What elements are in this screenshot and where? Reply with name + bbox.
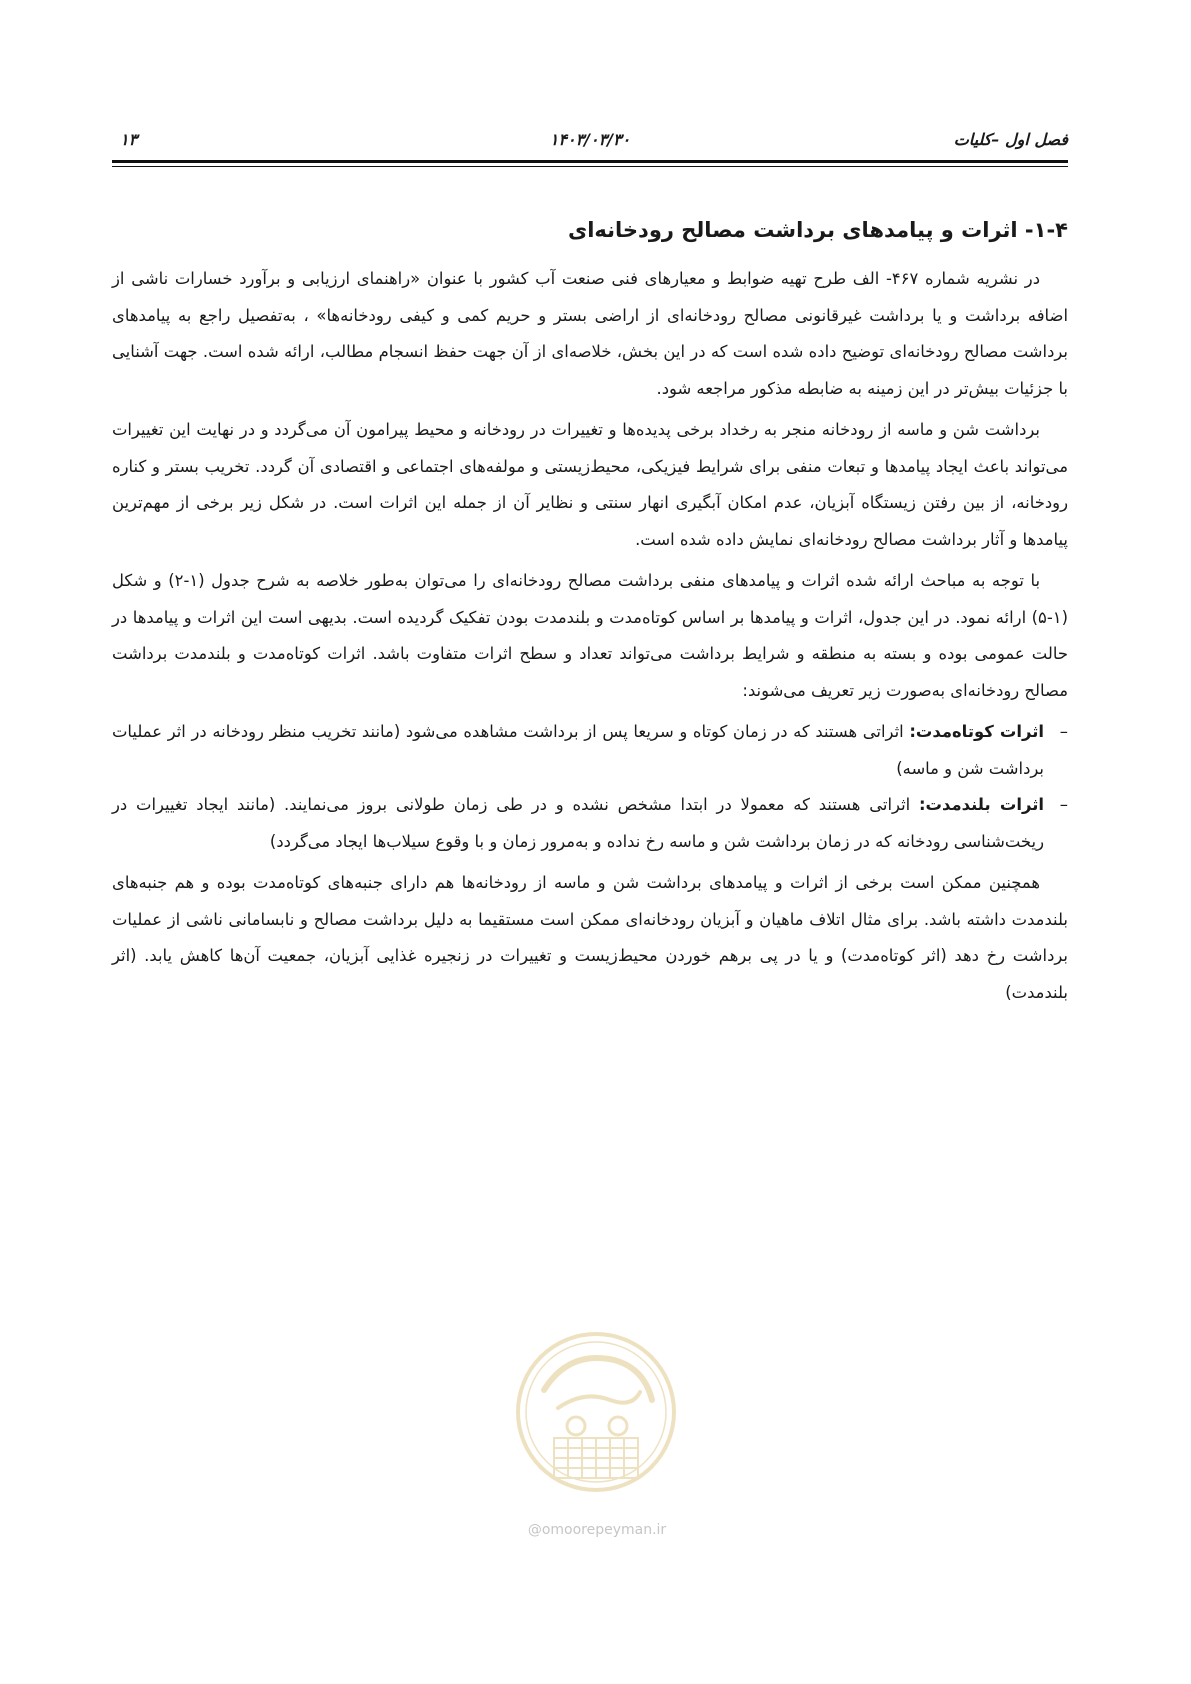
paragraph: در نشریه شماره ۴۶۷- الف طرح تهیه ضوابط و معیارهای فنی صنعت آب کشور با عنوان «راهنمای ارزیابی و برآورد خسارات ناشی از اضافه برداشت و یا برداشت غیرقانونی مصالح رودخانه‌ای از اراضی بستر و حریم کمی و کیفی رودخانه‌ها» ، به‌تفصیل راجع به پیامدهای برداشت مصالح رودخانه‌ای توضیح داده شده است که در این بخش، خلاصه‌ای از آن جهت حفظ انسجام مطالب، ارائه شده است. جهت آشنایی با جزئیات بیش‌تر در این زمینه به ضابطه مذکور مراجعه شود.: [112, 269, 1068, 398]
bullet-dash: –: [1059, 722, 1068, 741]
section-title: ۱-۴- اثرات و پیامدهای برداشت مصالح رودخانه‌ای: [567, 218, 1068, 242]
watermark-seal-logo: [514, 1330, 678, 1494]
list-item: [112, 714, 1068, 787]
header-rule-thick: [112, 160, 1068, 163]
section-body: [112, 215, 1068, 1016]
definition-list: [112, 714, 1068, 860]
page-number: ۱۳: [120, 130, 138, 149]
paragraph: برداشت شن و ماسه از رودخانه منجر به رخداد برخی پدیده‌ها و تغییرات در رودخانه و محیط پیرامون آن می‌گردد و در نهایت این تغییرات می‌تواند باعث ایجاد پیامدها و تبعات منفی برای شرایط فیزیکی، محیط‌زیستی و مولفه‌های اجتماعی و اقتصادی آن گردد. تخریب بستر و کناره رودخانه، از بین رفتن زیستگاه آبزیان، عدم امکان آبگیری انهار سنتی و نظایر آن از جمله این اثرات است. در شکل زیر برخی از مهم‌ترین پیامدها و آثار برداشت مصالح رودخانه‌ای نمایش داده شده است.: [112, 420, 1068, 549]
header-rule-thin: [112, 166, 1068, 167]
definition-term: اثرات کوتاه‌مدت:: [909, 722, 1044, 741]
paragraph: با توجه به مباحث ارائه شده اثرات و پیامدهای منفی برداشت مصالح رودخانه‌ای را می‌توان به‌طور خلاصه به شرح جدول (۱-۲) و شکل (۱-۵) ارائه نمود. در این جدول، اثرات و پیامدها بر اساس کوتاه‌مدت و بلندمدت بودن تفکیک گردیده است. بدیهی است این اثرات و پیامدها در حالت عمومی بوده و بسته به منطقه و شرایط برداشت می‌تواند تعداد و سطح اثرات متفاوت باشد. اثرات کوتاه‌مدت و بلندمدت برداشت مصالح رودخانه‌ای به‌صورت زیر تعریف می‌شوند:: [112, 571, 1068, 700]
definition-text: اثراتی هستند که معمولا در ابتدا مشخص نشده و در طی زمان طولانی بروز می‌نمایند. (مانند ایجاد تغییرات در ریخت‌شناسی رودخانه که در زمان برداشت شن و ماسه رخ نداده و به‌مرور زمان و با وقوع سیلاب‌ها ایجاد می‌گردد): [112, 795, 1044, 851]
watermark-url: @omoorepeyman.ir: [527, 1522, 667, 1538]
bullet-dash: –: [1059, 795, 1068, 814]
list-item: [112, 787, 1068, 860]
paragraph: همچنین ممکن است برخی از اثرات و پیامدهای برداشت شن و ماسه از رودخانه‌ها هم دارای جنبه‌های کوتاه‌مدت بوده و هم جنبه‌های بلندمدت داشته باشد. برای مثال اتلاف ماهیان و آبزیان رودخانه‌ای ممکن است مستقیما به دلیل برداشت مصالح و نابسامانی ناشی از عملیات برداشت رخ دهد (اثر کوتاه‌مدت) و یا در پی برهم خوردن محیط‌زیست و تغییرات در زنجیره غذایی آبزیان، جمعیت آن‌ها کاهش یابد. (اثر بلندمدت): [112, 873, 1068, 1002]
chapter-title: فصل اول –کلیات: [953, 130, 1068, 149]
definition-text: اثراتی هستند که در زمان کوتاه و سریعا پس از برداشت مشاهده می‌شود (مانند تخریب منظر رودخانه در اثر عملیات برداشت شن و ماسه): [112, 722, 1044, 778]
page-header: [112, 128, 1068, 154]
definition-term: اثرات بلندمدت:: [918, 795, 1044, 814]
header-date: ۱۴۰۳/۰۳/۳۰: [549, 130, 631, 149]
